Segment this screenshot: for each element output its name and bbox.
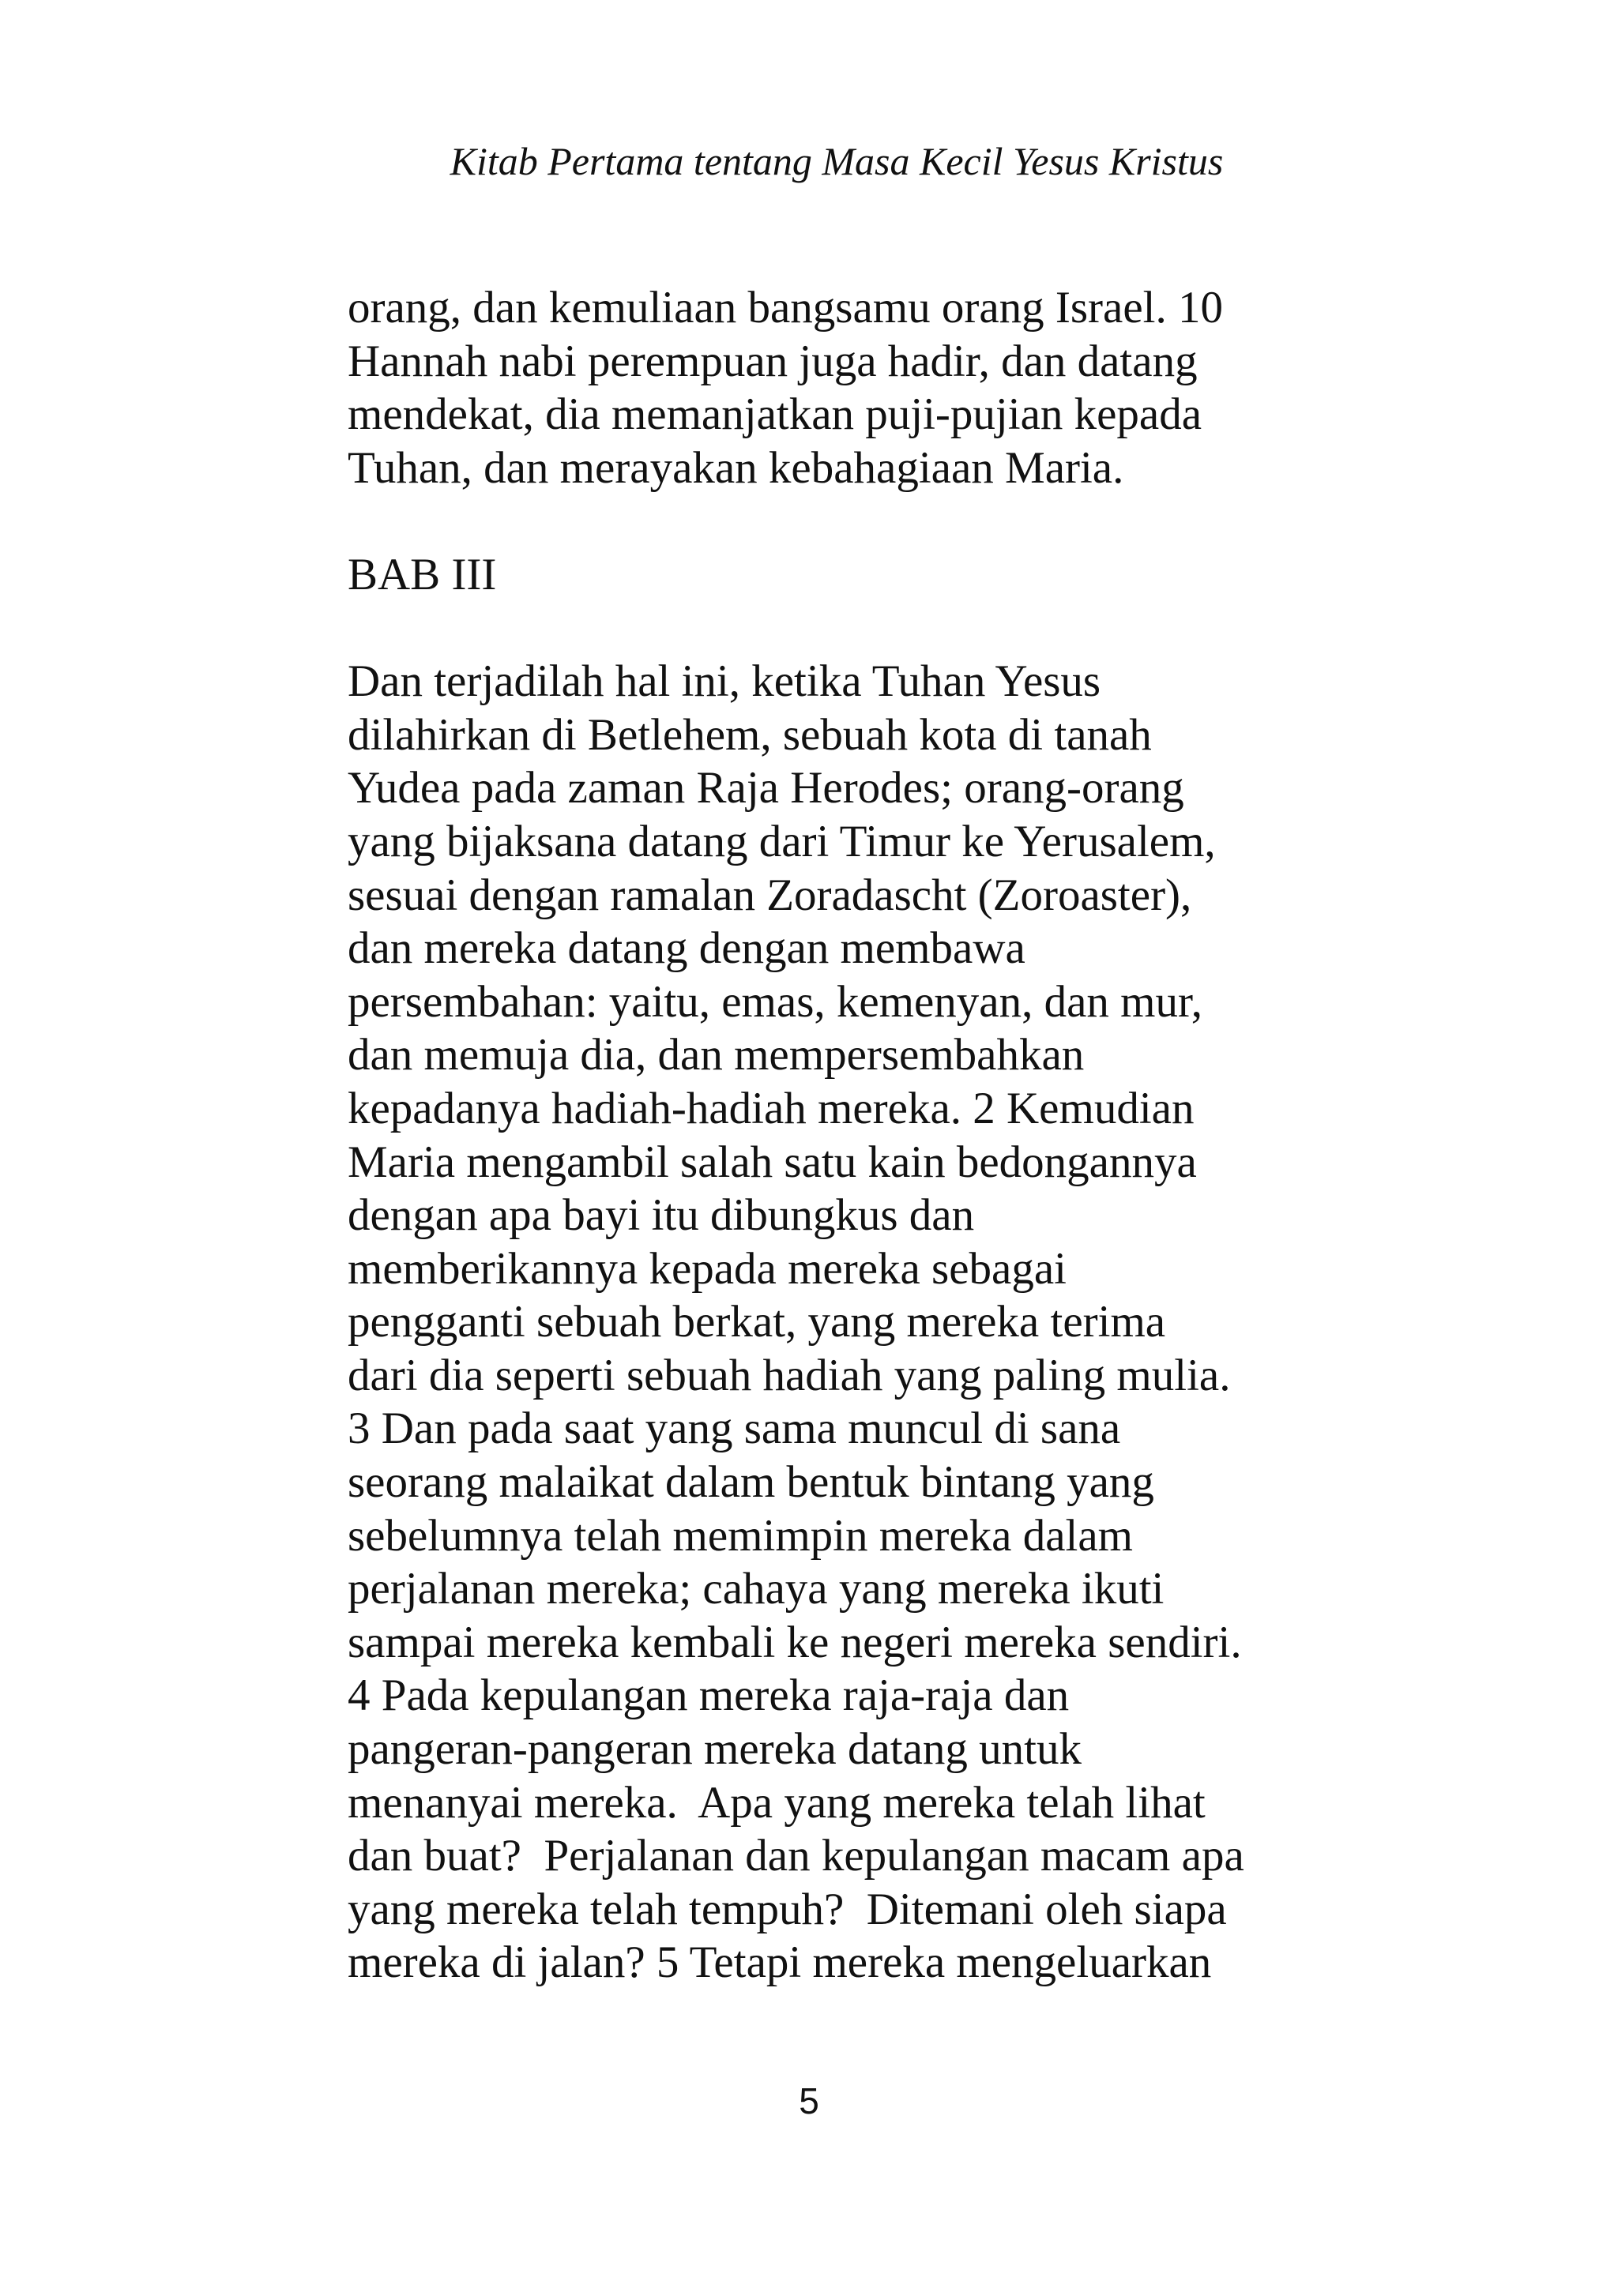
text-line: Hannah nabi perempuan juga hadir, dan datang [348, 336, 1198, 386]
text-line: yang mereka telah tempuh? Ditemani oleh siapa [348, 1884, 1227, 1934]
text-line: dan buat? Perjalanan dan kepulangan macam apa [348, 1831, 1244, 1881]
paragraph-gap [348, 602, 1580, 656]
text-line: pengganti sebuah berkat, yang mereka terima [348, 1297, 1166, 1347]
text-line: Yudea pada zaman Raja Herodes; orang-orang [348, 763, 1184, 814]
text-line: 4 Pada kepulangan mereka raja-raja dan [348, 1670, 1070, 1721]
text-line: sebelumnya telah memimpin mereka dalam [348, 1510, 1133, 1561]
chapter-heading [348, 548, 1580, 602]
text-line: memberikannya kepada mereka sebagai [348, 1243, 1067, 1294]
paragraph-chapter-3 [348, 655, 1580, 1990]
text-line: orang, dan kemuliaan bangsamu orang Israel. 10 [348, 283, 1223, 333]
text-line: sesuai dengan ramalan Zoradascht (Zoroaster), [348, 870, 1192, 920]
text-line: menanyai mereka. Apa yang mereka telah lihat [348, 1777, 1206, 1828]
text-line: dari dia seperti sebuah hadiah yang paling mulia. [348, 1350, 1231, 1400]
page-number: 5 [799, 2080, 819, 2121]
paragraph-gap [348, 494, 1580, 548]
chapter-heading-text: BAB III [348, 549, 497, 599]
text-line: dengan apa bayi itu dibungkus dan [348, 1190, 975, 1241]
text-line: persembahan: yaitu, emas, kemenyan, dan mur, [348, 976, 1202, 1027]
text-line: 3 Dan pada saat yang sama muncul di sana [348, 1404, 1121, 1454]
text-line: dan mereka datang dengan membawa [348, 923, 1025, 974]
text-line: Tuhan, dan merayakan kebahagiaan Maria. [348, 442, 1124, 493]
text-line: yang bijaksana datang dari Timur ke Yerusalem, [348, 816, 1216, 866]
paragraph-continuation [348, 281, 1580, 494]
text-line: dan memuja dia, dan mempersembahkan [348, 1030, 1085, 1080]
text-line: perjalanan mereka; cahaya yang mereka ikuti [348, 1564, 1165, 1614]
running-header-title: Kitab Pertama tentang Masa Kecil Yesus Kristus [450, 139, 1224, 183]
page-body [348, 281, 1580, 1990]
text-line: seorang malaikat dalam bentuk bintang yang [348, 1457, 1154, 1508]
text-line: mereka di jalan? 5 Tetapi mereka mengeluarkan [348, 1937, 1212, 1988]
text-line: pangeran-pangeran mereka datang untuk [348, 1724, 1082, 1775]
text-line: dilahirkan di Betlehem, sebuah kota di tanah [348, 709, 1152, 760]
text-line: mendekat, dia memanjatkan puji-pujian kepada [348, 389, 1202, 440]
text-line: kepadanya hadiah-hadiah mereka. 2 Kemudian [348, 1083, 1195, 1133]
text-line: Maria mengambil salah satu kain bedongannya [348, 1137, 1197, 1187]
text-line: sampai mereka kembali ke negeri mereka sendiri. [348, 1617, 1242, 1667]
text-line: Dan terjadilah hal ini, ketika Tuhan Yesus [348, 656, 1101, 707]
